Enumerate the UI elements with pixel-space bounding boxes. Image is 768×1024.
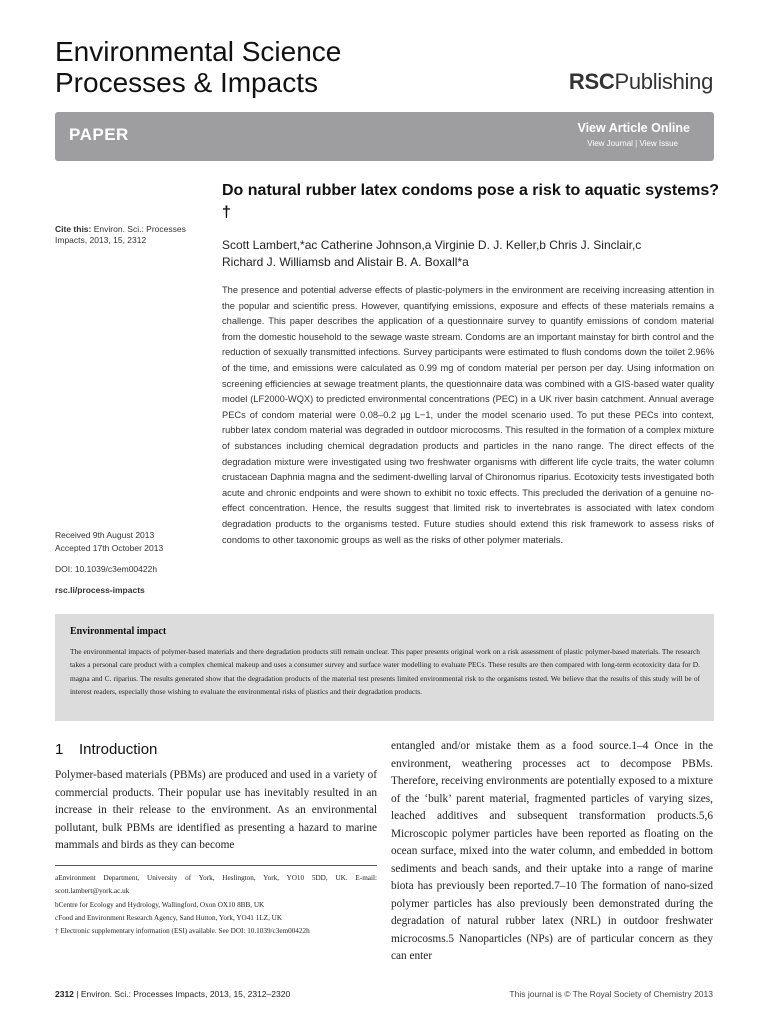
journal-link[interactable]: rsc.li/process-impacts <box>55 585 145 595</box>
footnote-affiliation-c: cFood and Environment Research Agency, Sand Hutton, York, YO41 1LZ, UK <box>55 913 283 922</box>
footer-separator: | <box>73 989 81 999</box>
journal-title <box>55 36 341 98</box>
author-line-1: Scott Lambert,*ac Catherine Johnson,a Virginie D. J. Keller,b Chris J. Sinclair,c <box>222 238 642 252</box>
page-footer-citation <box>55 989 290 999</box>
journal-title-line1: Environmental Science <box>55 36 342 67</box>
article-type-banner <box>55 112 714 161</box>
cite-this <box>55 224 205 246</box>
page-number: 2312 <box>55 989 74 999</box>
banner-link-separator: | <box>632 139 640 148</box>
article-title: Do natural rubber latex condoms pose a risk to aquatic systems?† <box>222 182 720 221</box>
environmental-impact-text: The environmental impacts of polymer-based materials and there degradation products still remain unclear. This paper presents original work on a risk assessment of plastic polymer-based materials. The research takes a personal care product with a complex chemical makeup and uses a consumer survey and surface water modelling to evaluate PECs. These results are then compared with long-term ecotoxicity data for D. magna and C. riparius. The results generated show that the degradation products of the material test presents limited environmental risk to the organisms tested. We believe that the results of this study will be of interest readers, especially those wishing to evaluate the environmental risks of plastics and their degradation products. <box>70 647 700 696</box>
footnotes <box>55 872 377 938</box>
cite-text: Environ. Sci.: Processes Impacts, 2013, 15, 2312 <box>55 224 186 245</box>
view-issue-link[interactable]: View Issue <box>639 139 678 148</box>
publisher-logo-rest: Publishing <box>614 69 713 94</box>
section-heading-introduction <box>55 741 157 758</box>
environmental-impact-box <box>55 614 714 721</box>
publisher-logo-bold: RSC <box>568 69 615 94</box>
view-journal-link[interactable]: View Journal <box>587 139 633 148</box>
section-number: 1 <box>55 741 64 758</box>
section-title: Introduction <box>79 741 158 758</box>
journal-title-line2: Processes & Impacts <box>55 67 318 98</box>
intro-left-column: Polymer-based materials (PBMs) are produced and used in a variety of commercial products. Their popular use has inevitably resulted in an increase in their release to the environment. As an environmental pollutant, bulk PBMs are identified as presenting a hazard to marine mammals and birds as they can become <box>55 769 377 851</box>
abstract: The presence and potential adverse effects of plastic-polymers in the environment are receiving increasing attention in the popular and scientific press. However, quantifying emissions, exposure and effects of these materials remains a challenge. This paper describes the application of a questionnaire survey to quantify emissions of condom material from the domestic household to the sewage waste stream. Condoms are an important mainstay for birth control and the reduction of sexually transmitted infections. Survey participants were estimated to flush condoms down the toilet 2.96% of the time, and emissions were calculated as 0.99 mg of condom material per person per day. Using information on screening efficiencies at sewage treatment plants, the questionnaire data was combined with a GIS-based water quality model (LF2000-WQX) to predicted environmental concentrations (PEC) in a UK river basin catchment. Annual average PECs of condom material were 0.08–0.2 μg L−1, under the model scenario used. To put these PECs into context, rubber latex condom material was degraded in outdoor microcosms. This resulted in the formation of a complex mixture of substances including chemical degradation products and particles in the nano range. The direct effects of the degradation mixture were investigated using two freshwater organisms with different life cycle traits, the water column crustacean Daphnia magna and the sediment-dwelling larval of Chironomus riparius. Ecotoxicity tests investigated both acute and chronic endpoints and were shown to exhibit no toxic effects. This precluded the derivation of a genuine no-effect concentration. Hence, the results suggest that limited risk to invertebrates is associated with latex condom degradation products to the organisms tested. Future studies should extend this risk framework to assess risks of condoms to other taxonomic groups as well as the risks of other polymer materials. <box>222 285 714 545</box>
cite-label: Cite this: <box>55 224 92 234</box>
footnote-affiliation-a: aEnvironment Department, University of York, Heslington, York, YO10 5DD, UK. E-mail: scott.lambert@york.ac.uk <box>55 874 377 896</box>
received-date: Received 9th August 2013 <box>55 530 155 540</box>
doi[interactable]: DOI: 10.1039/c3em00422h <box>55 564 158 574</box>
view-article-online-link[interactable]: View Article Online <box>577 121 690 135</box>
page-footer-copyright: This journal is © The Royal Society of Chemistry 2013 <box>509 989 713 999</box>
publisher-logo <box>569 69 713 95</box>
footnote-divider <box>55 865 377 866</box>
accepted-date: Accepted 17th October 2013 <box>55 543 164 553</box>
author-list <box>222 237 722 271</box>
footnote-affiliation-b: bCentre for Ecology and Hydrology, Wallingford, Oxon OX10 8BB, UK <box>55 900 265 909</box>
intro-right-column: entangled and/or mistake them as a food source.1–4 Once in the environment, weathering processes act to decompose PBMs. Therefore, receiving environments are potentially exposed to a mixture of the ‘bulk’ parent material, fragmented particles of varying sizes, leached additives and subsequent transformation products.5,6 Microscopic polymer particles have been reported as floating on the ocean surface, mixed into the water column, and embedded in bottom sediments and beach sands, and their uptake into a range of marine biota has previously been reported.7–10 The formation of nano-sized polymer particles has also previously been demonstrated during the degradation of natural rubber latex (NRL) in outdoor freshwater microcosms.5 Nanoparticles (NPs) are of particular concern as they can enter <box>391 740 713 962</box>
footer-citation-text: Environ. Sci.: Processes Impacts, 2013, 15, 2312–2320 <box>80 989 291 999</box>
footnote-esi: † Electronic supplementary information (ESI) available. See DOI: 10.1039/c3em00422h <box>55 927 310 936</box>
author-line-2: Richard J. Williamsb and Alistair B. A. Boxall*a <box>222 255 469 269</box>
banner-links <box>587 139 678 148</box>
article-type-label: PAPER <box>69 125 129 144</box>
environmental-impact-heading: Environmental impact <box>70 626 167 637</box>
